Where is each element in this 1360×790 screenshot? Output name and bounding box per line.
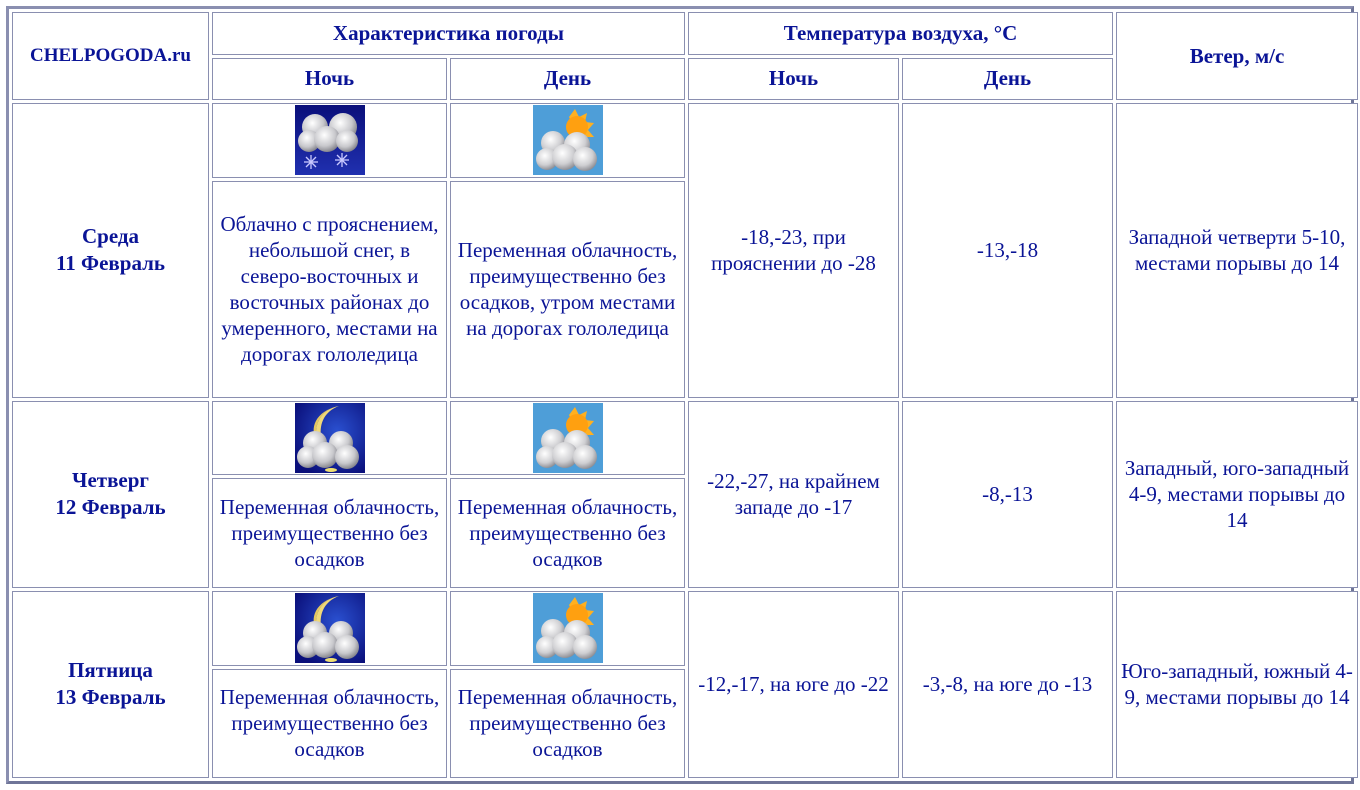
forecast-frame <box>6 6 1354 784</box>
temp-night-cell: -22,-27, на крайнем западе до -17 <box>688 401 899 588</box>
moon-cloud-icon <box>295 403 365 473</box>
night-desc-cell: Переменная облачность, преимущественно без осадков <box>212 478 447 587</box>
table-row <box>12 401 1358 476</box>
night-desc-cell: Облачно с прояснением, небольшой снег, в северо-восточных и восточных районах до умеренного, местами на дорогах гололедица <box>212 181 447 398</box>
weather-night-header: Ночь <box>212 58 447 101</box>
day-desc-cell: Переменная облачность, преимущественно без осадков <box>450 669 685 778</box>
header-row-1 <box>12 12 1358 55</box>
night-icon-cell <box>212 103 447 178</box>
weekday: Четверг <box>72 468 149 493</box>
sun-cloud-icon <box>533 593 603 663</box>
night-icon-cell <box>212 401 447 476</box>
temp-day-cell: -8,-13 <box>902 401 1113 588</box>
wind-cell: Юго-западный, южный 4-9, местами порывы до 14 <box>1116 591 1358 778</box>
day-desc-cell: Переменная облачность, преимущественно без осадков, утром местами на дорогах гололедица <box>450 181 685 398</box>
day-cell <box>12 591 209 778</box>
temp-day-cell: -3,-8, на юге до -13 <box>902 591 1113 778</box>
night-icon-cell <box>212 591 447 666</box>
weather-day-header: День <box>450 58 685 101</box>
day-icon-cell <box>450 103 685 178</box>
day-icon-cell <box>450 401 685 476</box>
moon-cloud-icon <box>295 593 365 663</box>
temp-night-header: Ночь <box>688 58 899 101</box>
temp-day-cell: -13,-18 <box>902 103 1113 398</box>
sun-cloud-icon <box>533 105 603 175</box>
table-row <box>12 103 1358 178</box>
night-desc-cell: Переменная облачность, преимущественно без осадков <box>212 669 447 778</box>
day-cell <box>12 103 209 398</box>
weekday: Пятница <box>68 658 153 683</box>
day-desc-cell: Переменная облачность, преимущественно без осадков <box>450 478 685 587</box>
temp-day-header: День <box>902 58 1113 101</box>
wind-header: Ветер, м/с <box>1116 12 1358 100</box>
cloud-snow-night-icon <box>295 105 365 175</box>
temp-night-cell: -18,-23, при прояснении до -28 <box>688 103 899 398</box>
wind-cell: Западной четверти 5-10, местами порывы до 14 <box>1116 103 1358 398</box>
date: 12 Февраль <box>55 495 166 520</box>
weekday: Среда <box>81 224 139 249</box>
table-row <box>12 591 1358 666</box>
day-icon-cell <box>450 591 685 666</box>
brand-header: CHELPOGODA.ru <box>12 12 209 100</box>
wind-cell: Западный, юго-западный 4-9, местами порывы до 14 <box>1116 401 1358 588</box>
forecast-table <box>9 9 1360 781</box>
temp-night-cell: -12,-17, на юге до -22 <box>688 591 899 778</box>
temp-group-header: Температура воздуха, °C <box>688 12 1113 55</box>
sun-cloud-icon <box>533 403 603 473</box>
date: 11 Февраль <box>55 251 166 276</box>
date: 13 Февраль <box>55 685 166 710</box>
day-cell <box>12 401 209 588</box>
weather-group-header: Характеристика погоды <box>212 12 685 55</box>
